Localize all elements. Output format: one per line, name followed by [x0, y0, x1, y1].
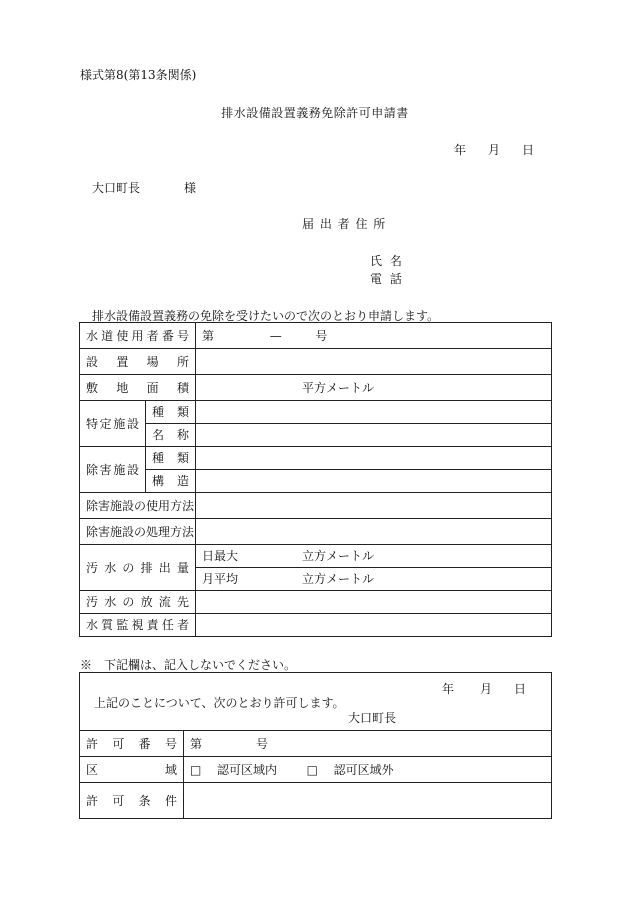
permit-statement-cell	[80, 673, 552, 731]
treatment-method-label: 除害施設の処理方法	[86, 524, 195, 539]
water-user-no-prefix: 第	[202, 328, 215, 343]
specific-facility-name-cell	[146, 424, 196, 447]
checkbox-inside-icon[interactable]: □	[190, 762, 202, 777]
permit-table	[79, 672, 552, 819]
water-user-no-field[interactable]	[196, 323, 552, 349]
area-option-inside: 認可区域内	[217, 762, 278, 777]
discharge-monthly-field[interactable]	[196, 568, 552, 591]
office-use-note: ※ 下記欄は、記入しないでください。	[80, 658, 297, 672]
date-month: 月	[488, 143, 501, 157]
page-title: 排水設備設置義務免除許可申請書	[221, 106, 409, 120]
addressee-honorific: 様	[184, 181, 197, 195]
site-area-label: 敷地面積	[86, 380, 190, 395]
treatment-method-label-cell	[80, 519, 196, 545]
applicant-phone-label: 電 話	[370, 272, 404, 286]
water-user-no-suffix: 号	[315, 328, 328, 343]
intro-text: 排水設備設置義務の免除を受けたいので次のとおり申請します。	[92, 309, 440, 323]
site-area-field[interactable]	[196, 375, 552, 401]
addressee-name: 大口町長	[92, 181, 141, 195]
manager-label-cell	[80, 614, 196, 637]
date-day: 日	[522, 143, 535, 157]
removal-facility-type-label: 種類	[152, 451, 190, 465]
checkbox-outside-icon[interactable]: □	[306, 762, 319, 777]
permit-date-day: 日	[514, 682, 527, 696]
destination-field[interactable]	[196, 591, 552, 614]
specific-facility-label-cell	[80, 401, 146, 447]
form-number: 様式第8(第13条関係)	[80, 68, 197, 82]
permit-authority: 大口町長	[348, 711, 397, 725]
discharge-monthly-label: 月平均	[202, 572, 239, 586]
manager-label: 水質監視責任者	[86, 618, 190, 632]
removal-facility-structure-label: 構造	[152, 474, 190, 488]
water-user-no-dash: —	[269, 328, 282, 343]
removal-facility-type-cell	[146, 447, 196, 470]
destination-label: 汚水の放流先	[86, 595, 190, 609]
discharge-label-cell	[80, 545, 196, 591]
conditions-label: 許可条件	[86, 793, 177, 808]
water-user-no-label: 水道使用者番号	[86, 328, 190, 343]
discharge-monthly-unit: 立方メートル	[302, 572, 375, 586]
removal-facility-structure-cell	[146, 470, 196, 493]
removal-facility-structure-field[interactable]	[196, 470, 552, 493]
usage-method-field[interactable]	[196, 493, 552, 519]
permit-no-label: 許可番号	[86, 736, 177, 751]
removal-facility-label: 除害施設	[86, 462, 139, 477]
permit-no-prefix: 第	[190, 736, 203, 751]
discharge-daily-unit: 立方メートル	[302, 549, 375, 563]
location-label: 設置場所	[86, 354, 190, 369]
applicant-address-label: 届 出 者 住 所	[302, 217, 387, 231]
specific-facility-label: 特定施設	[86, 416, 139, 431]
specific-facility-name-field[interactable]	[196, 424, 552, 447]
removal-facility-label-cell	[80, 447, 146, 493]
location-label-cell	[80, 349, 196, 375]
specific-facility-type-cell	[146, 401, 196, 424]
area-label: 区域	[86, 762, 177, 777]
usage-method-label: 除害施設の使用方法	[86, 498, 195, 513]
permit-no-label-cell	[80, 731, 184, 757]
discharge-daily-label: 日最大	[202, 549, 239, 563]
location-field[interactable]	[196, 349, 552, 375]
usage-method-label-cell	[80, 493, 196, 519]
permit-statement: 上記のことについて、次のとおり許可します。	[94, 696, 345, 710]
manager-field[interactable]	[196, 614, 552, 637]
discharge-daily-field[interactable]	[196, 545, 552, 568]
treatment-method-field[interactable]	[196, 519, 552, 545]
removal-facility-type-field[interactable]	[196, 447, 552, 470]
site-area-label-cell	[80, 375, 196, 401]
specific-facility-type-field[interactable]	[196, 401, 552, 424]
permit-no-field[interactable]	[184, 731, 552, 757]
permit-no-suffix: 号	[256, 736, 269, 751]
application-table	[79, 322, 552, 637]
site-area-unit: 平方メートル	[302, 380, 375, 395]
specific-facility-type-label: 種類	[152, 405, 190, 419]
water-user-no-label-cell	[80, 323, 196, 349]
date-year: 年	[454, 143, 467, 157]
area-option-outside: 認可区域外	[333, 762, 394, 777]
applicant-name-label: 氏 名	[370, 254, 404, 268]
conditions-label-cell	[80, 783, 184, 819]
permit-date-year: 年	[442, 682, 455, 696]
discharge-label: 汚水の排出量	[86, 560, 190, 575]
area-label-cell	[80, 757, 184, 783]
area-field	[184, 757, 552, 783]
permit-date-month: 月	[480, 682, 493, 696]
destination-label-cell	[80, 591, 196, 614]
specific-facility-name-label: 名称	[152, 428, 190, 442]
conditions-field[interactable]	[184, 783, 552, 819]
